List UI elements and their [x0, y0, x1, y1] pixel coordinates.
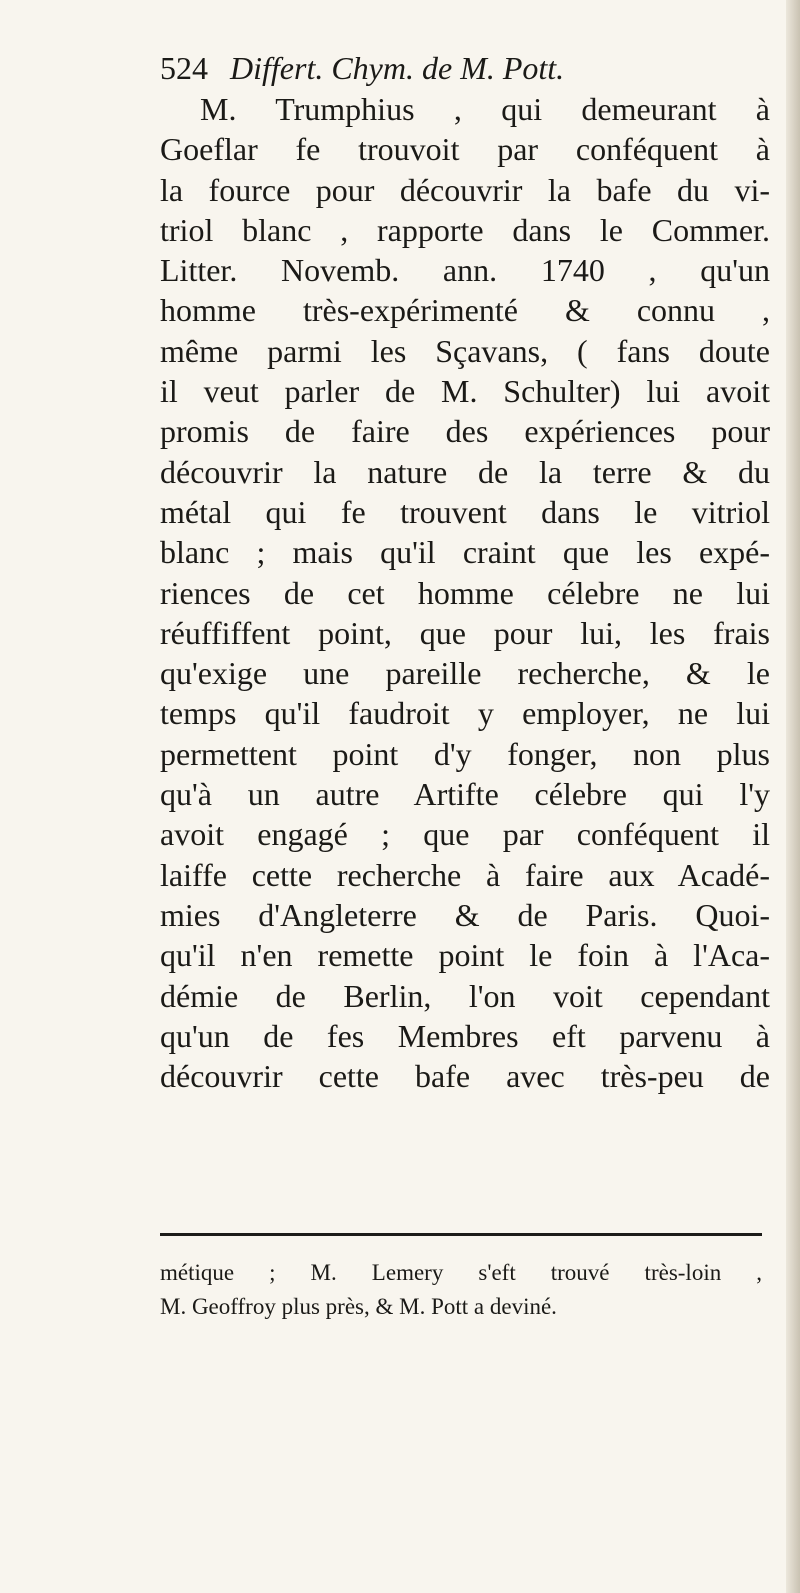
- footnote-line: métique ; M. Lemery s'eft trouvé très-loin ,: [160, 1260, 762, 1285]
- body-line: permettent point d'y fonger, non plus: [160, 735, 770, 772]
- page-header: [160, 48, 564, 88]
- body-line: la fource pour découvrir la bafe du vi-: [160, 171, 770, 208]
- footnote-rule: [160, 1233, 762, 1236]
- body-line: M. Trumphius , qui demeurant à: [200, 91, 770, 127]
- body-line: même parmi les Sçavans, ( fans doute: [160, 332, 770, 369]
- body-line: découvrir la nature de la terre & du: [160, 453, 770, 490]
- body-line: qu'un de fes Membres eft parvenu à: [160, 1017, 770, 1054]
- body-line: qu'exige une pareille recherche, & le: [160, 655, 770, 692]
- running-title: Differt. Chym. de M. Pott.: [230, 50, 565, 86]
- body-line: blanc ; mais qu'il craint que les expé-: [160, 534, 770, 571]
- body-line: triol blanc , rapporte dans le Commer.: [160, 211, 770, 248]
- body-line: mies d'Angleterre & de Paris. Quoi-: [160, 896, 770, 933]
- body-line: qu'il n'en remette point le foin à l'Aca-: [160, 937, 770, 974]
- body-line: qu'à un autre Artifte célebre qui l'y: [160, 776, 770, 813]
- body-line: démie de Berlin, l'on voit cependant: [160, 977, 770, 1014]
- body-line: riences de cet homme célebre ne lui: [160, 574, 770, 611]
- body-line: réuffiffent point, que pour lui, les frais: [160, 614, 770, 651]
- body-line: homme très-expérimenté & connu ,: [160, 292, 770, 329]
- body-line: il veut parler de M. Schulter) lui avoit: [160, 373, 770, 410]
- body-line: découvrir cette bafe avec très-peu de: [160, 1058, 770, 1095]
- body-line: promis de faire des expériences pour: [160, 413, 770, 450]
- footnote: [160, 1256, 762, 1324]
- body-text: [160, 89, 770, 1096]
- body-line: métal qui fe trouvent dans le vitriol: [160, 493, 770, 530]
- body-line: Goeflar fe trouvoit par conféquent à: [160, 131, 770, 168]
- footnote-line: M. Geoffroy plus près, & M. Pott a deviné.: [160, 1294, 557, 1319]
- body-line: avoit engagé ; que par conféquent il: [160, 816, 770, 853]
- body-line: Litter. Novemb. ann. 1740 , qu'un: [160, 252, 770, 289]
- body-line: laiffe cette recherche à faire aux Acadé-: [160, 856, 770, 893]
- page-number: 524: [160, 50, 208, 86]
- body-line: temps qu'il faudroit y employer, ne lui: [160, 695, 770, 732]
